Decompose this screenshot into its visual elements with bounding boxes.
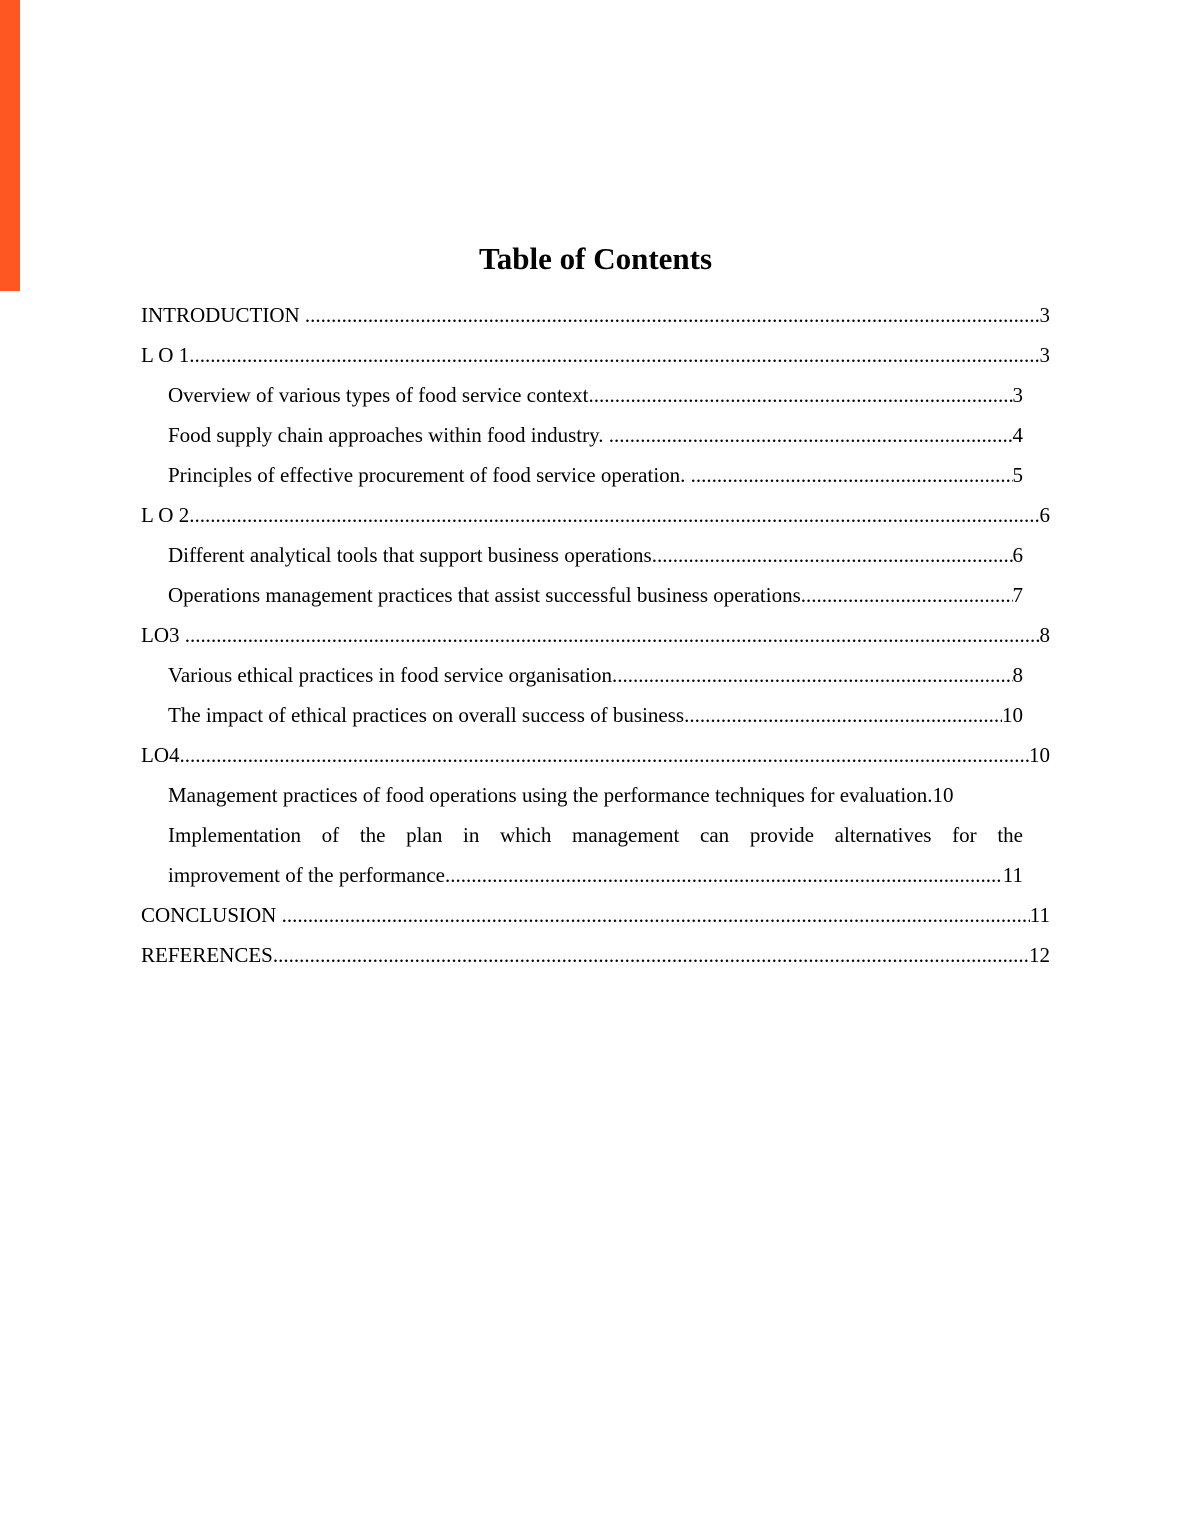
toc-entry-label: The impact of ethical practices on overall success of business [168, 703, 685, 727]
toc-entry [141, 775, 1050, 815]
toc-leader-dots [691, 455, 1013, 495]
toc-entry-label: Overview of various types of food service context [168, 383, 589, 407]
toc-entry [141, 935, 1050, 975]
toc-entry [141, 375, 1050, 415]
toc-entry-label: REFERENCES [141, 943, 273, 967]
page-title: Table of Contents [478, 241, 713, 276]
toc-entry-label: LO4 [141, 743, 180, 767]
toc-entry-label: Principles of effective procurement of food service operation. [168, 463, 691, 487]
toc-leader-dots [612, 655, 1013, 695]
toc-leader-dots [185, 615, 1040, 655]
table-of-contents [141, 243, 1050, 975]
toc-entry [141, 855, 1050, 895]
toc-page-number: 8 [1039, 623, 1050, 647]
toc-list [141, 295, 1050, 975]
toc-leader-dots [189, 335, 1039, 375]
toc-entry [141, 415, 1050, 455]
toc-leader-dots [609, 415, 1013, 455]
toc-leader-dots [588, 375, 1012, 415]
toc-page-number: 4 [1012, 423, 1023, 447]
toc-entry [141, 335, 1050, 375]
toc-entry [141, 495, 1050, 535]
toc-entry [141, 695, 1050, 735]
toc-page-number: 8 [1012, 663, 1023, 687]
toc-leader-dots [282, 895, 1030, 935]
toc-entry [141, 895, 1050, 935]
toc-leader-dots [801, 575, 1013, 615]
toc-entry-label: Operations management practices that assist successful business operations [168, 583, 801, 607]
toc-page-number: 5 [1012, 463, 1023, 487]
toc-entry-label: CONCLUSION [141, 903, 282, 927]
toc-leader-dots [273, 935, 1029, 975]
toc-page-number: 7 [1012, 583, 1023, 607]
toc-entry-label: Implementation of the plan in which management can provide alternatives for the [168, 823, 1023, 847]
toc-entry-label: Various ethical practices in food service organisation [168, 663, 612, 687]
toc-entry [141, 575, 1050, 615]
scroll-position-indicator[interactable] [0, 0, 20, 291]
toc-page-number: 3 [1039, 303, 1050, 327]
toc-leader-dots [684, 695, 1002, 735]
toc-entry-label: L O 1 [141, 343, 190, 367]
toc-entry-label: LO3 [141, 623, 185, 647]
toc-page-number: 6 [1012, 543, 1023, 567]
toc-entry [141, 735, 1050, 775]
toc-entry [141, 655, 1050, 695]
toc-page-number: 10 [1029, 743, 1050, 767]
toc-entry [141, 455, 1050, 495]
toc-entry-label: Management practices of food operations using the performance techniques for evaluation. [168, 783, 933, 807]
toc-page-number: 11 [1029, 903, 1050, 927]
toc-entry-label: Food supply chain approaches within food industry. [168, 423, 609, 447]
toc-entry [141, 815, 1050, 855]
toc-entry [141, 295, 1050, 335]
toc-page-number: 6 [1039, 503, 1050, 527]
toc-leader-dots [189, 495, 1039, 535]
toc-entry-label: improvement of the performance [168, 863, 445, 887]
toc-entry-label: Different analytical tools that support business operations [168, 543, 652, 567]
toc-entry-label: L O 2 [141, 503, 190, 527]
toc-page-number: 3 [1012, 383, 1023, 407]
toc-page-number: 10 [1002, 703, 1023, 727]
toc-page-number: 3 [1039, 343, 1050, 367]
toc-leader-dots [180, 735, 1030, 775]
toc-entry-label: INTRODUCTION [141, 303, 305, 327]
toc-page-number: 11 [1002, 863, 1023, 887]
toc-leader-dots [305, 295, 1040, 335]
toc-page-number: 12 [1029, 943, 1050, 967]
toc-entry [141, 615, 1050, 655]
toc-leader-dots [652, 535, 1013, 575]
toc-page-number: 10 [932, 783, 954, 807]
toc-leader-dots [445, 855, 1003, 895]
toc-entry [141, 535, 1050, 575]
